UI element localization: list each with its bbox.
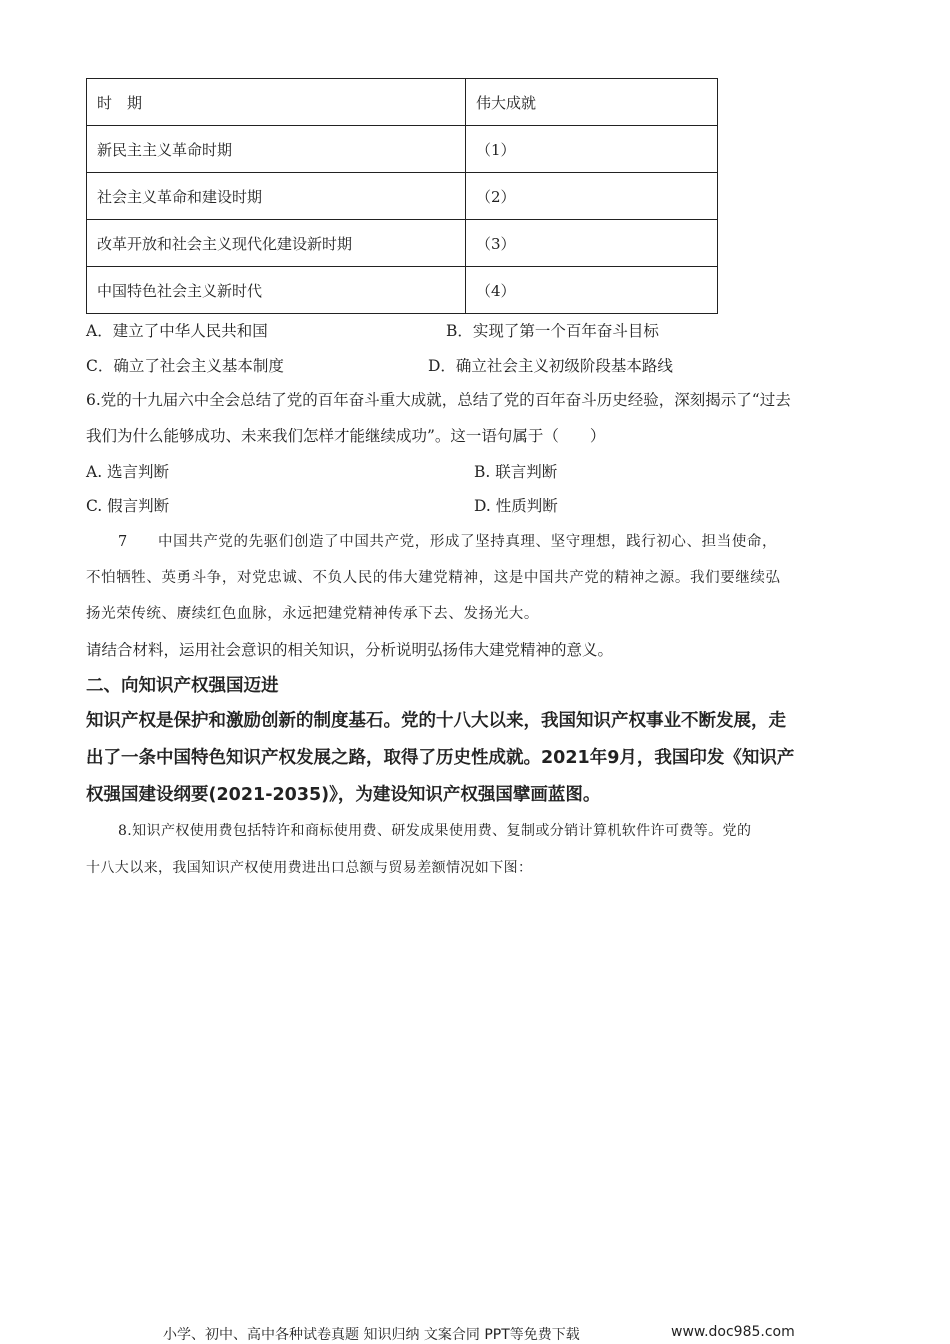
q7-prompt: 请结合材料，运用社会意识的相关知识，分析说明弘扬伟大建党精神的意义。 — [86, 641, 614, 659]
row-achievement: （4） — [466, 267, 718, 314]
section-title: 二、向知识产权强国迈进 — [86, 676, 279, 696]
table-row — [87, 267, 718, 314]
row-period: 社会主义革命和建设时期 — [87, 173, 466, 220]
row-period: 新民主主义革命时期 — [87, 126, 466, 173]
header-period: 时 期 — [87, 79, 466, 126]
q7-material-line1: 7 中国共产党的先驱们创造了中国共产党，形成了坚持真理、坚守理想，践行初心、担当使命， — [118, 534, 778, 550]
section-intro-line1: 知识产权是保护和激励创新的制度基石。党的十八大以来，我国知识产权事业不断发展，走 — [86, 711, 786, 731]
q5-option-c: C．确立了社会主义基本制度 — [86, 357, 284, 375]
table-header-row — [87, 79, 718, 126]
row-period: 中国特色社会主义新时代 — [87, 267, 466, 314]
q6-option-d: D. 性质判断 — [474, 497, 558, 515]
q5-option-b: B．实现了第一个百年奋斗目标 — [446, 322, 659, 340]
table-row — [87, 173, 718, 220]
section-intro-line3: 权强国建设纲要(2021-2035)》，为建设知识产权强国擘画蓝图。 — [86, 785, 601, 805]
q7-material-line2: 不怕牺牲、英勇斗争，对党忠诚、不负人民的伟大建党精神，这是中国共产党的精神之源。我们要继续弘 — [86, 570, 781, 586]
row-achievement: （1） — [466, 126, 718, 173]
q5-option-a: A．建立了中华人民共和国 — [86, 322, 268, 340]
q6-option-c: C. 假言判断 — [86, 497, 170, 515]
q5-option-d: D．确立社会主义初级阶段基本路线 — [428, 357, 673, 375]
q6-stem-line2: 我们为什么能够成功、未来我们怎样才能继续成功”。这一语句属于（ ） — [86, 427, 606, 445]
q6-option-b: B. 联言判断 — [474, 463, 558, 481]
periods-table — [86, 78, 718, 314]
q6-stem-line1: 6.党的十九届六中全会总结了党的百年奋斗重大成就，总结了党的百年奋斗历史经验，深刻揭示了“过去 — [86, 391, 791, 409]
header-achievement: 伟大成就 — [466, 79, 718, 126]
q6-option-a: A. 选言判断 — [86, 463, 170, 481]
footer-url[interactable]: www.doc985.com — [671, 1324, 795, 1340]
table-row — [87, 220, 718, 267]
q7-material-line3: 扬光荣传统、赓续红色血脉，永远把建党精神传承下去、发扬光大。 — [86, 606, 539, 622]
footer-text: 小学、初中、高中各种试卷真题 知识归纳 文案合同 PPT等免费下载 — [163, 1327, 580, 1343]
section-intro-line2: 出了一条中国特色知识产权发展之路，取得了历史性成就。2021年9月，我国印发《知识产 — [86, 748, 795, 768]
row-achievement: （3） — [466, 220, 718, 267]
row-achievement: （2） — [466, 173, 718, 220]
row-period: 改革开放和社会主义现代化建设新时期 — [87, 220, 466, 267]
q8-stem-line2: 十八大以来，我国知识产权使用费进出口总额与贸易差额情况如下图： — [86, 860, 533, 876]
q8-stem-line1: 8.知识产权使用费包括特许和商标使用费、研发成果使用费、复制或分销计算机软件许可费等。党的 — [118, 823, 752, 839]
table-row — [87, 126, 718, 173]
